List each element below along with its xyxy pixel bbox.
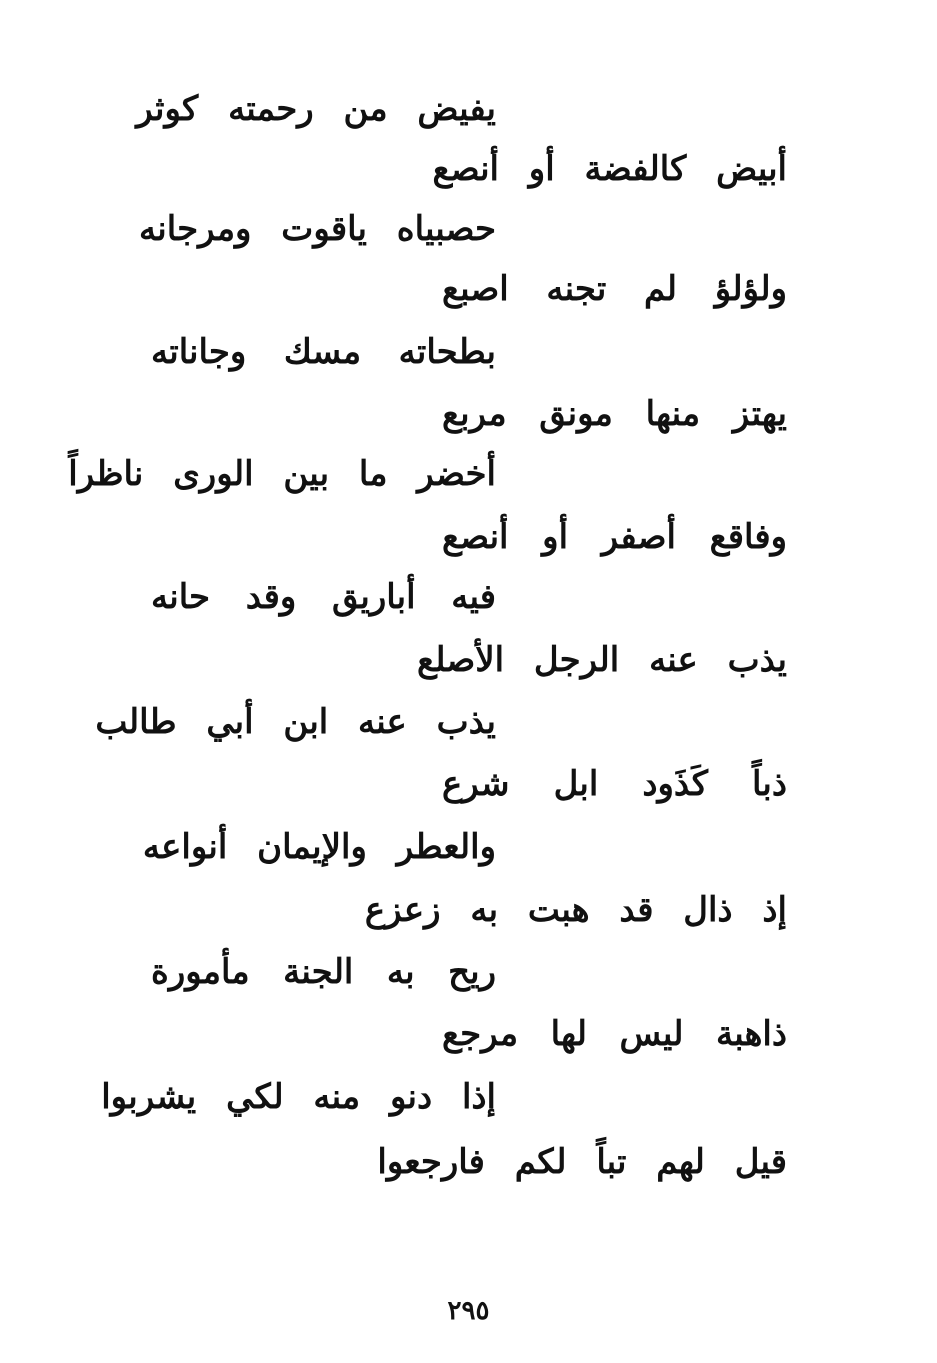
verse-line-1: يفيض من رحمته كوثر (136, 89, 496, 129)
verse-line-16: ذاهبة ليس لها مرجع (442, 1014, 787, 1054)
verse-line-4: ولؤلؤ لم تجنه اصبع (442, 269, 787, 309)
verse-line-13: والعطر والإيمان أنواعه (142, 827, 496, 867)
verse-line-15: ريح به الجنة مأمورة (151, 952, 496, 992)
page-number: ٢٩٥ (447, 1296, 490, 1326)
verse-line-5: بطحاته مسك وجاناته (151, 332, 496, 372)
verse-line-3: حصبياه ياقوت ومرجانه (139, 209, 496, 249)
verse-line-12: ذباً كَذَود ابل شرع (442, 764, 787, 804)
verse-line-14: إذ ذال قد هبت به زعزع (364, 890, 787, 930)
verse-line-6: يهتز منها مونق مربع (442, 394, 787, 434)
verse-line-11: يذب عنه ابن أبي طالب (95, 702, 496, 742)
verse-line-7: أخضر ما بين الورى ناظراً (68, 454, 496, 494)
verse-line-18: قيل لهم تباً لكم فارجعوا (377, 1142, 787, 1182)
verse-line-2: أبيض كالفضة أو أنصع (432, 149, 787, 189)
verse-line-17: إذا دنو منه لكي يشربوا (101, 1077, 496, 1117)
verse-line-10: يذب عنه الرجل الأصلع (417, 640, 787, 680)
verse-line-9: فيه أباريق وقد حانه (151, 577, 496, 617)
verse-line-8: وفاقع أصفر أو أنصع (442, 517, 787, 557)
